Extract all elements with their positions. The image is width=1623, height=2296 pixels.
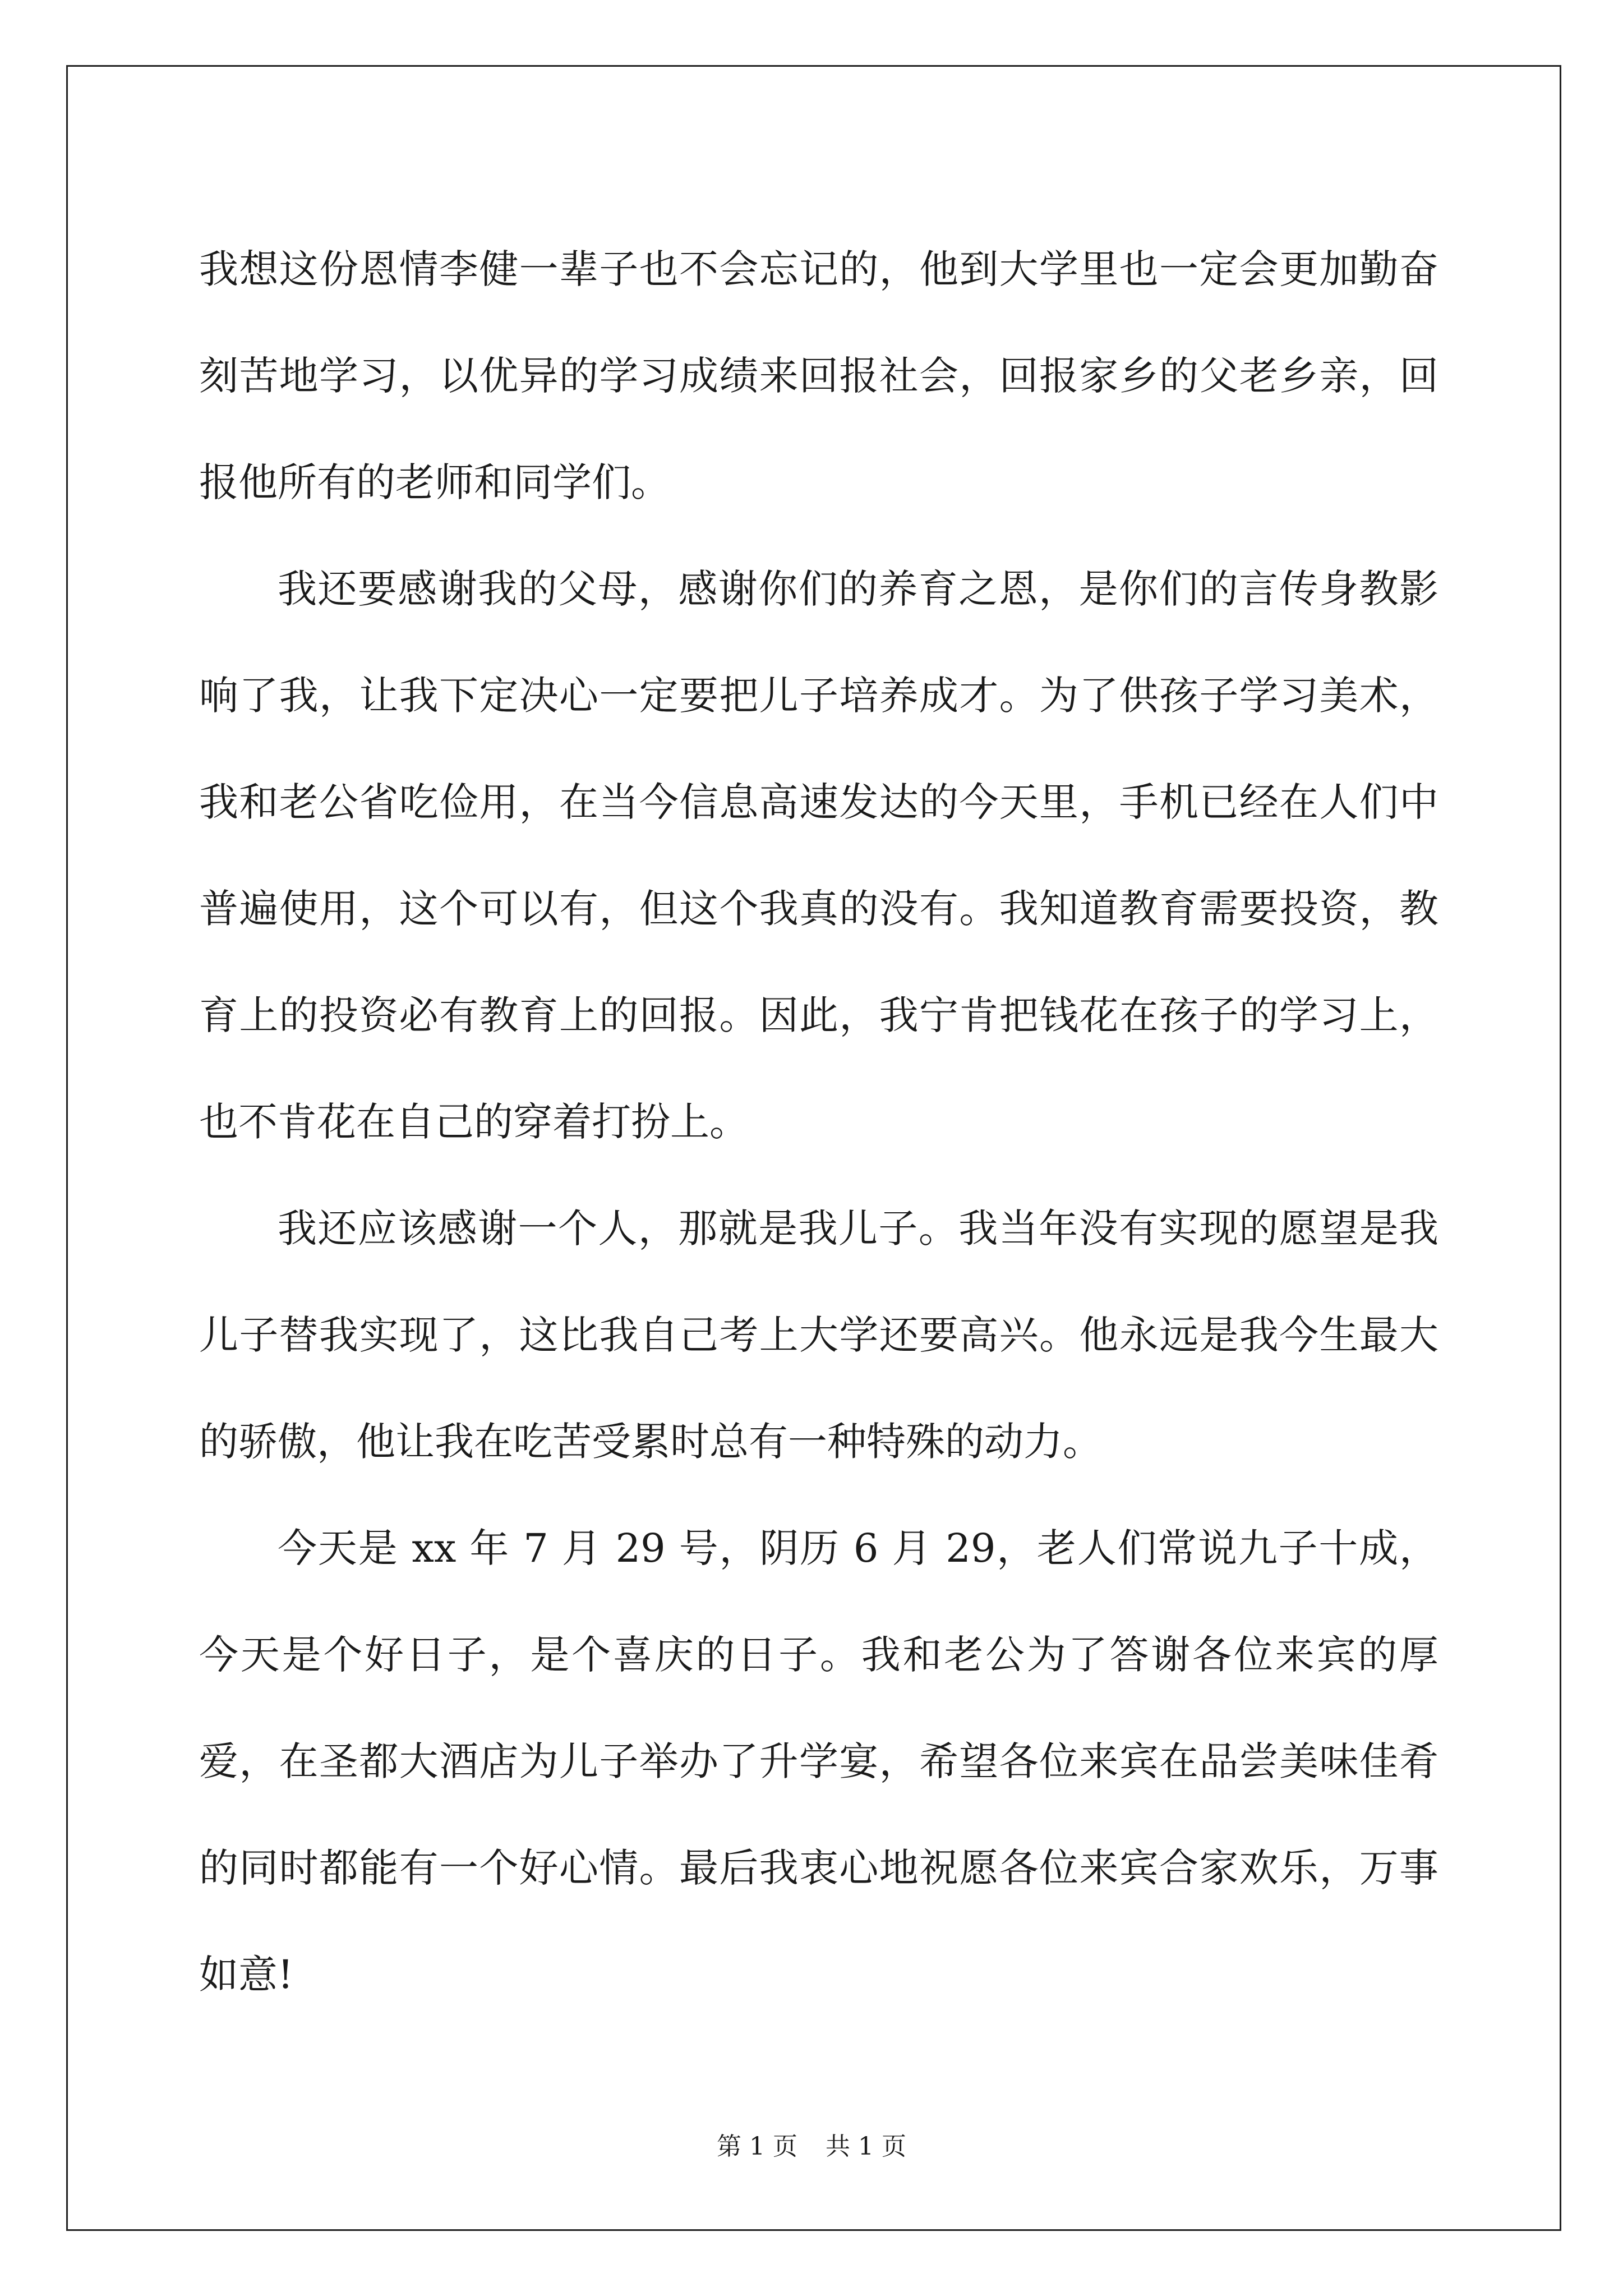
page-total: 共 1 页 [826, 2132, 906, 2161]
document-body [199, 216, 1438, 2028]
paragraph-3: 我还应该感谢一个人，那就是我儿子。我当年没有实现的愿望是我儿子替我实现了，这比我自己考上大学还要高兴。他永远是我今生最大的骄傲，他让我在吃苦受累时总有一种特殊的动力。 [199, 1205, 1438, 1465]
paragraph-2: 我还要感谢我的父母，感谢你们的养育之恩，是你们的言传身教影响了我，让我下定决心一定要把儿子培养成才。为了供孩子学习美术，我和老公省吃俭用，在当今信息高速发达的今天里，手机已经在人们中普遍使用，这个可以有，但这个我真的没有。我知道教育需要投资，教育上的投资必有教育上的回报。因此，我宁肯把钱花在孩子的学习上，也不肯花在自己的穿着打扮上。 [199, 566, 1438, 1145]
paragraph-1: 我想这份恩情李健一辈子也不会忘记的，他到大学里也一定会更加勤奋刻苦地学习，以优异的学习成绩来回报社会，回报家乡的父老乡亲，回报他所有的老师和同学们。 [199, 246, 1438, 505]
page-footer [0, 2126, 1623, 2162]
page-number: 第 1 页 [717, 2132, 797, 2161]
paragraph-4: 今天是 xx 年 7 月 29 号，阴历 6 月 29，老人们常说九子十成，今天是个好日子，是个喜庆的日子。我和老公为了答谢各位来宾的厚爱，在圣都大酒店为儿子举办了升学宴，希望各位来宾在品尝美味佳肴的同时都能有一个好心情。最后我衷心地祝愿各位来宾合家欢乐，万事如意! [199, 1525, 1438, 1998]
